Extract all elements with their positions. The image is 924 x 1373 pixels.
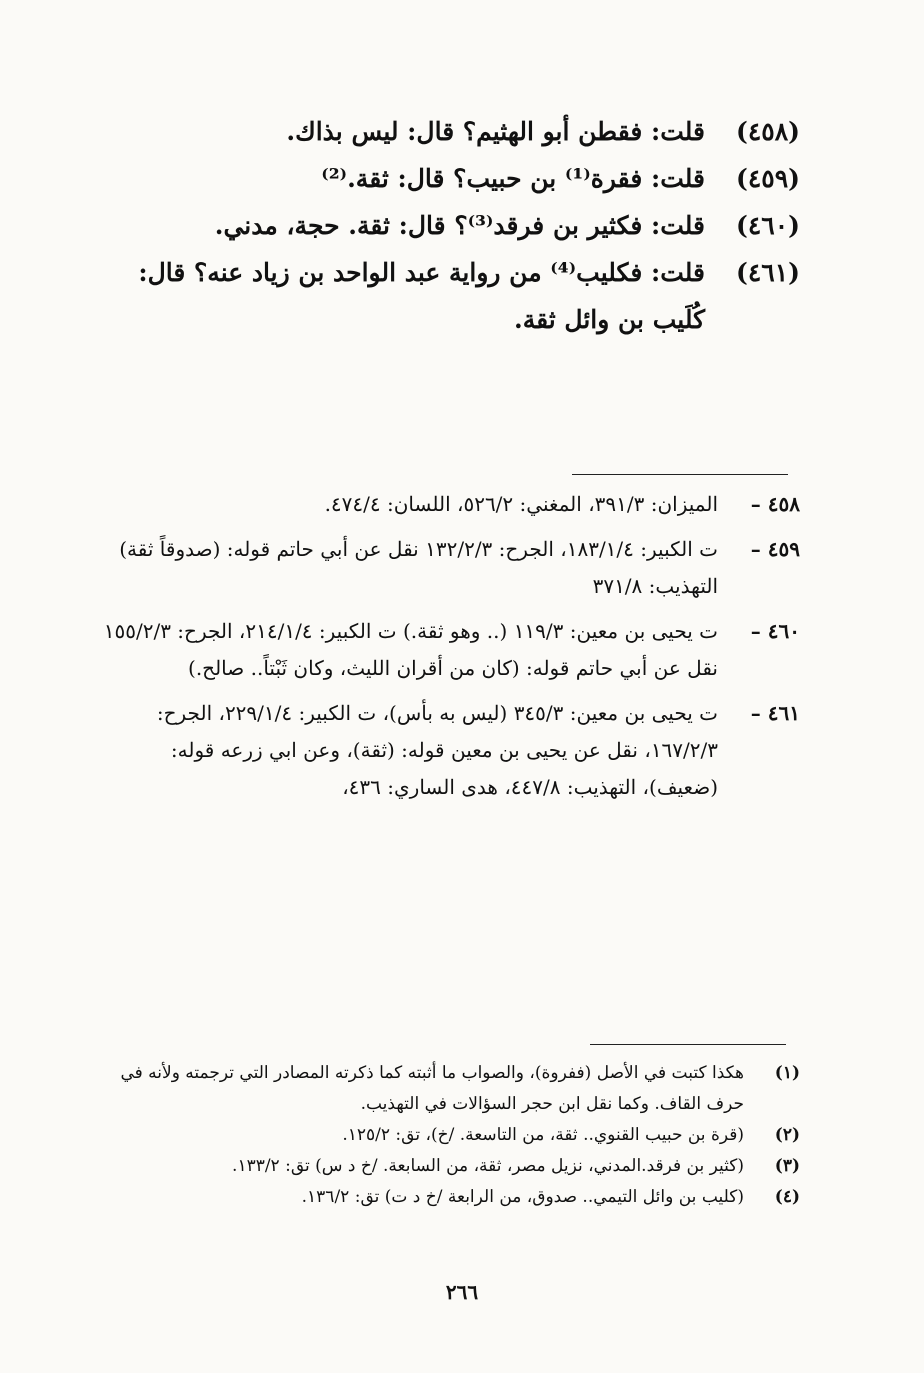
footnote-2 [100, 1120, 800, 1151]
footnote-number: (٣) [774, 1156, 800, 1176]
footnote-text: (كليب بن وائل التيمي.. صدوق، من الرابعة /خ د ت) تق: ١٣٦/٢. [301, 1187, 744, 1207]
footnote-number: (٤) [774, 1187, 800, 1207]
separator-line [572, 474, 788, 475]
footnote-text: هكذا كتبت في الأصل (ففروة)، والصواب ما أثبته كما ذكرته المصادر التي ترجمته ولأنه في حرف القاف. وكما نقل ابن حجر السؤالات في التهذيب. [120, 1063, 744, 1114]
entry-number: (٤٦٠) [736, 211, 800, 240]
footnote-3 [100, 1151, 800, 1182]
entry-text: قلت: فقرة⁽¹⁾ بن حبيب؟ قال: ثقة.⁽²⁾ [321, 164, 705, 193]
footnote-text: (كثير بن فرقد.المدني، نزيل مصر، ثقة، من السابعة. /خ د س) تق: ١٣٣/٢. [232, 1156, 744, 1176]
entry-number: (٤٦١) [736, 258, 800, 287]
reference-459 [100, 531, 800, 605]
page-number: ٢٦٦ [445, 1280, 479, 1304]
entry-text: قلت: فكثير بن فرقد⁽³⁾؟ قال: ثقة. حجة، مدني. [214, 211, 705, 240]
footnote-text: (قرة بن حبيب القنوي.. ثقة، من التاسعة. /خ)، تق: ١٢٥/٢. [342, 1125, 744, 1145]
main-text [80, 108, 800, 343]
entry-text: قلت: فقطن أبو الهثيم؟ قال: ليس بذاك. [286, 117, 705, 146]
entry-461 [80, 249, 800, 343]
reference-461 [100, 695, 800, 806]
entry-458 [80, 108, 800, 155]
reference-text: الميزان: ٣٩١/٣، المغني: ٥٢٦/٢، اللسان: ٤٧٤/٤. [324, 492, 718, 516]
footnote-number: (٢) [774, 1125, 800, 1145]
footnotes [100, 1058, 800, 1213]
entry-459 [80, 155, 800, 202]
footnote-4 [100, 1182, 800, 1213]
reference-number: ٤٥٨ – [750, 492, 800, 516]
reference-number: ٤٥٩ – [750, 537, 800, 561]
reference-text: ت يحيى بن معين: ١١٩/٣ (.. وهو ثقة.) ت الكبير: ٢١٤/١/٤، الجرح: ١٥٥/٢/٣ نقل عن أبي حاتم قوله: (كان من أقران الليث، وكان ثَبْتاً.. صالح.) [103, 619, 718, 680]
reference-text: ت الكبير: ١٨٣/١/٤، الجرح: ١٣٢/٢/٣ نقل عن أبي حاتم قوله: (صدوقاً ثقة) التهذيب: ٣٧١/٨ [119, 537, 718, 598]
reference-460 [100, 613, 800, 687]
footnote-1 [100, 1058, 800, 1120]
footnote-number: (١) [774, 1063, 800, 1083]
reference-text: ت يحيى بن معين: ٣٤٥/٣ (ليس به بأس)، ت الكبير: ٢٢٩/١/٤، الجرح: ١٦٧/٢/٣، نقل عن يحيى بن معين قوله: (ثقة)، وعن ابي زرعه قوله: (ضعيف)، التهذيب: ٤٤٧/٨، هدى الساري: ٤٣٦، [156, 701, 718, 799]
reference-number: ٤٦١ – [750, 701, 800, 725]
entry-number: (٤٥٩) [736, 164, 800, 193]
entry-number: (٤٥٨) [736, 117, 800, 146]
entry-text: قلت: فكليب⁽⁴⁾ من رواية عبد الواحد بن زياد عنه؟ قال: كُلَيب بن وائل ثقة. [138, 258, 705, 334]
reference-number: ٤٦٠ – [750, 619, 800, 643]
footnote-separator-line [590, 1044, 786, 1045]
entry-460 [80, 202, 800, 249]
references [100, 486, 800, 814]
reference-458 [100, 486, 800, 523]
